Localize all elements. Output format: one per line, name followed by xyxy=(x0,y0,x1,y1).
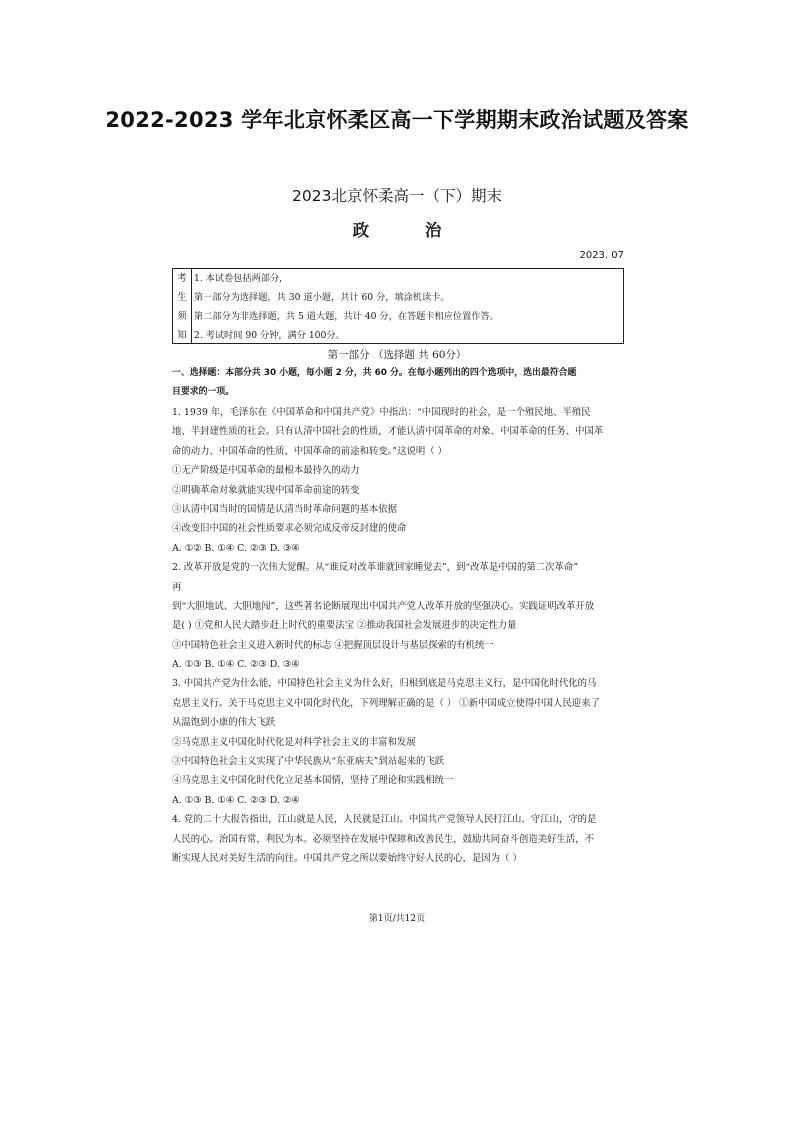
notice-label-char: 须 xyxy=(177,311,187,322)
question-line: 2. 改革开放是党的一次伟大觉醒。从“谁反对改革谁就回家睡觉去”，到“改革是中国的第二次革命” xyxy=(172,562,579,574)
question-line: A. ①③ B. ①④ C. ②③ D. ②④ xyxy=(172,794,300,806)
question-line: ②明确革命对象就能实现中国革命前途的转变 xyxy=(172,484,360,496)
subject-char-1: 政 xyxy=(352,221,370,240)
question-line: ②马克思主义中国化时代化是对科学社会主义的丰富和发展 xyxy=(172,736,416,748)
question-line: 断实现人民对美好生活的向往。中国共产党之所以要始终守好人民的心，是因为（ ） xyxy=(172,852,522,864)
notice-line: 第一部分为选择题，共 30 道小题，共计 60 分，填涂机读卡。 xyxy=(194,292,450,303)
question-line: 再 xyxy=(172,581,182,593)
subject-char-2: 治 xyxy=(424,221,442,240)
question-line: 是( ) ①党和人民大踏步赶上时代的重要法宝 ②推动我国社会发展进步的决定性力量 xyxy=(172,620,517,632)
document-title: 2022-2023 学年北京怀柔区高一下学期期末政治试题及答案 xyxy=(105,108,689,132)
notice-label-char: 考 xyxy=(177,273,187,284)
section-intro xyxy=(172,364,632,403)
notice-line: 1. 本试卷包括两部分， xyxy=(194,273,289,284)
page-footer: 第1页/共12页 xyxy=(368,914,426,924)
candidate-notice-box xyxy=(172,268,624,344)
notice-line: 第二部分为非选择题，共 5 道大题，共计 40 分，在答题卡相应位置作答。 xyxy=(194,311,499,322)
question-line: 从温饱到小康的伟大飞跃 xyxy=(172,717,276,729)
notice-label-column xyxy=(173,269,192,343)
exam-date: 2023. 07 xyxy=(579,250,624,261)
question-line: 到“大胆地试、大胆地闯”，这些著名论断展现出中国共产党人改革开放的坚强决心。实践证明改革开放 xyxy=(172,600,595,612)
notice-label-char: 知 xyxy=(177,330,187,341)
notice-line: 2. 考试时间 90 分钟，满分 100分。 xyxy=(194,330,345,341)
subject-heading xyxy=(0,217,794,241)
question-line: A. ①③ B. ①④ C. ②③ D. ③④ xyxy=(172,659,300,671)
part-one-heading: 第一部分 （选择题 共 60分） xyxy=(327,349,467,361)
section-intro-line: 目要求的一项。 xyxy=(172,387,235,398)
question-line: 1. 1939 年，毛泽东在《中国革命和中国共产党》中指出：“中国现时的社会，是一个殖民地、半殖民 xyxy=(172,407,591,418)
section-intro-line: 一、选择题：本部分共 30 小题，每小题 2 分，共 60 分。在每小题列出的四个选项中，选出最符合题 xyxy=(172,368,577,378)
question-line: 4. 党的二十大报告指出，江山就是人民，人民就是江山。中国共产党领导人民打江山、守江山，守的是 xyxy=(172,814,597,826)
notice-label-char: 生 xyxy=(177,292,187,303)
question-line: ①无产阶级是中国革命的最根本最持久的动力 xyxy=(172,465,360,477)
question-line: ③中国特色社会主义进入新时代的标志 ④把握顶层设计与基层探索的有机统一 xyxy=(172,639,494,651)
questions-body xyxy=(172,403,632,868)
question-line: 克思主义行。关于马克思主义中国化时代化，下列理解正确的是（ ） ①新中国成立使得中国人民迎来了 xyxy=(172,697,600,709)
question-line: ④改变旧中国的社会性质要求必须完成反帝反封建的使命 xyxy=(172,523,407,535)
notice-lines xyxy=(194,269,619,345)
question-line: 3. 中国共产党为什么能，中国特色社会主义为什么好，归根到底是马克思主义行，是中国化时代化的马 xyxy=(172,678,597,690)
question-line: 命的动力、中国革命的性质、中国革命的前途和转变。”这说明（ ） xyxy=(172,445,447,457)
question-line: ④马克思主义中国化时代化立足基本国情，坚持了理论和实践相统一 xyxy=(172,775,454,787)
question-line: ③认清中国当时的国情是认清当时革命问题的基本依据 xyxy=(172,503,398,515)
question-line: 人民的心。治国有常，利民为本。必须坚持在发展中保障和改善民生，鼓励共同奋斗创造美好生活，不 xyxy=(172,833,594,845)
question-line: 地、半封建性质的社会。只有认清中国社会的性质，才能认清中国革命的对象、中国革命的任务、中国革 xyxy=(172,426,604,438)
question-line: ③中国特色社会主义实现了中华民族从“东亚病夫”到站起来的飞跃 xyxy=(172,756,445,768)
question-line: A. ①② B. ①④ C. ②③ D. ③④ xyxy=(172,542,300,554)
exam-title: 2023北京怀柔高一（下）期末 xyxy=(292,187,502,205)
